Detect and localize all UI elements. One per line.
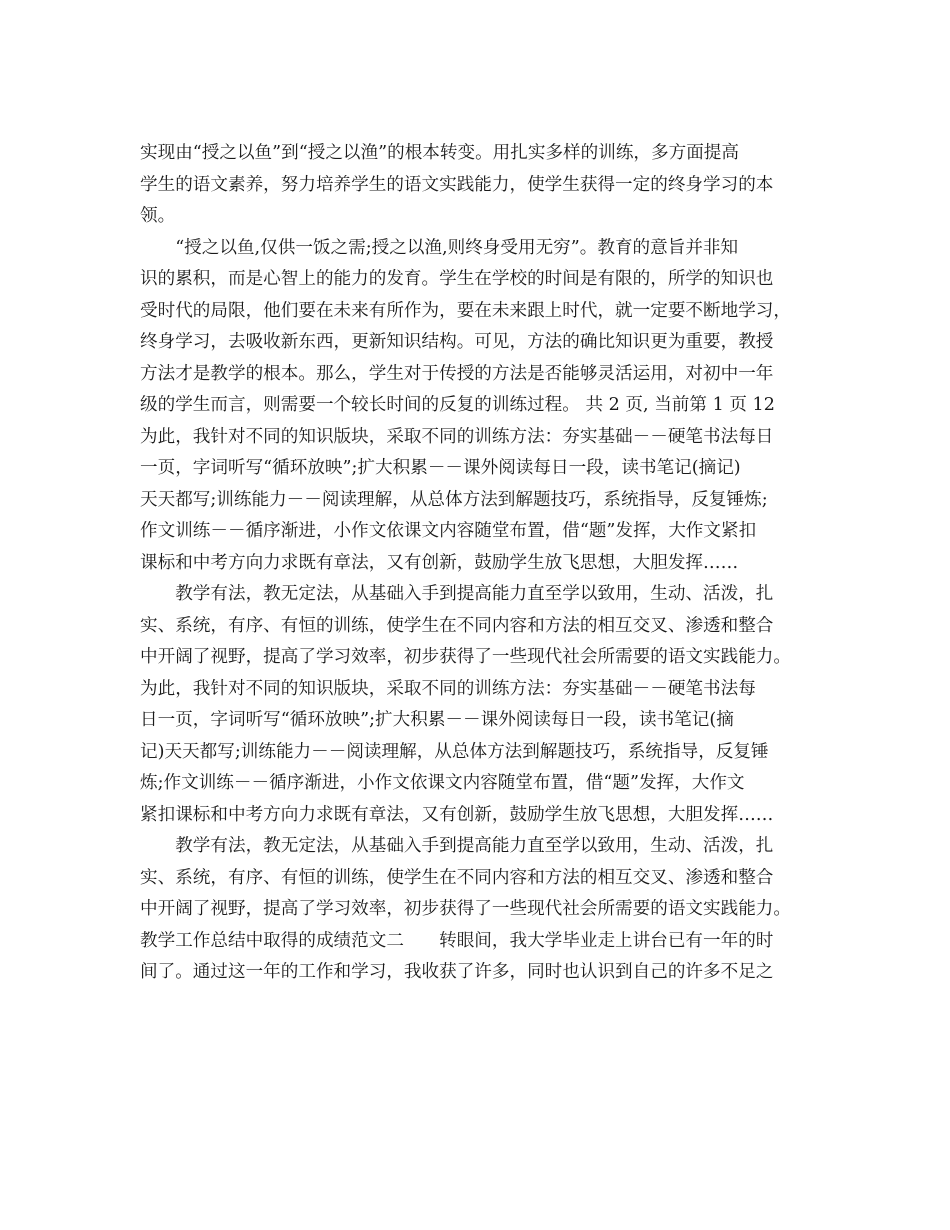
body-text	[140, 138, 810, 989]
text-line: 炼;作文训练－－循序渐进，小作文依课文内容随堂布置，借“题”发挥，大作文	[140, 773, 745, 793]
text-line: 中开阔了视野，提高了学习效率，初步获得了一些现代社会所需要的语文实践能力。	[140, 899, 791, 919]
text-line: 级的学生而言，则需要一个较长时间的反复的训练过程。 共 2 页, 当前第 1 页 12	[140, 395, 775, 415]
text-line: 实、系统，有序、有恒的训练，使学生在不同内容和方法的相互交叉、渗透和整合	[140, 867, 774, 888]
text-line: 方法才是教学的根本。那么，学生对于传授的方法是否能够灵活运用，对初中一年	[140, 363, 774, 384]
text-line: 紧扣课标和中考方向力求既有章法，又有创新，鼓励学生放飞思想，大胆发挥……	[140, 804, 774, 825]
text-line: 教学工作总结中取得的成绩范文二 转眼间，我大学毕业走上讲台已有一年的时	[140, 930, 774, 951]
text-line: 为此，我针对不同的知识版块，采取不同的训练方法：夯实基础－－硬笔书法每日	[140, 426, 774, 447]
text-line: 记)天天都写;训练能力－－阅读理解，从总体方法到解题技巧，系统指导，反复锤	[140, 741, 769, 762]
text-line: 领。	[140, 206, 176, 226]
text-line: 日一页，字词听写“循环放映”;扩大积累－－课外阅读每日一段，读书笔记(摘	[140, 710, 734, 730]
text-line: 教学有法，教无定法，从基础入手到提高能力直至学以致用，生动、活泼，扎	[140, 584, 774, 604]
text-line: 作文训练－－循序渐进，小作文依课文内容随堂布置，借“题”发挥，大作文紧扣	[140, 521, 757, 541]
text-line: 终身学习，去吸收新东西，更新知识结构。可见，方法的确比知识更为重要，教授	[140, 332, 774, 352]
text-line: 为此，我针对不同的知识版块，采取不同的训练方法：夯实基础－－硬笔书法每	[140, 678, 756, 699]
text-line: 实现由“授之以鱼”到“授之以渔”的根本转变。用扎实多样的训练，多方面提高	[140, 143, 739, 163]
text-line: 受时代的局限，他们要在未来有所作为，要在未来跟上时代，就一定要不断地学习，	[140, 300, 791, 321]
text-line: 一页，字词听写“循环放映”;扩大积累－－课外阅读每日一段，读书笔记(摘记)	[140, 458, 741, 478]
text-line: 实、系统，有序、有恒的训练，使学生在不同内容和方法的相互交叉、渗透和整合	[140, 615, 774, 636]
text-line: 课标和中考方向力求既有章法，又有创新，鼓励学生放飞思想，大胆发挥……	[140, 552, 739, 573]
text-line: 间了。通过这一年的工作和学习，我收获了许多，同时也认识到自己的许多不足之	[140, 962, 774, 982]
text-line: 中开阔了视野，提高了学习效率，初步获得了一些现代社会所需要的语文实践能力。	[140, 647, 791, 667]
text-line: 识的累积，而是心智上的能力的发育。学生在学校的时间是有限的，所学的知识也	[140, 269, 774, 289]
text-line: “授之以鱼,仅供一饭之需;授之以渔,则终身受用无穷”。教育的意旨并非知	[140, 237, 739, 258]
text-line: 天天都写;训练能力－－阅读理解，从总体方法到解题技巧，系统指导，反复锤炼;	[140, 489, 768, 510]
text-line: 学生的语文素养，努力培养学生的语文实践能力，使学生获得一定的终身学习的本	[140, 174, 774, 195]
text-line: 教学有法，教无定法，从基础入手到提高能力直至学以致用，生动、活泼，扎	[140, 836, 774, 856]
